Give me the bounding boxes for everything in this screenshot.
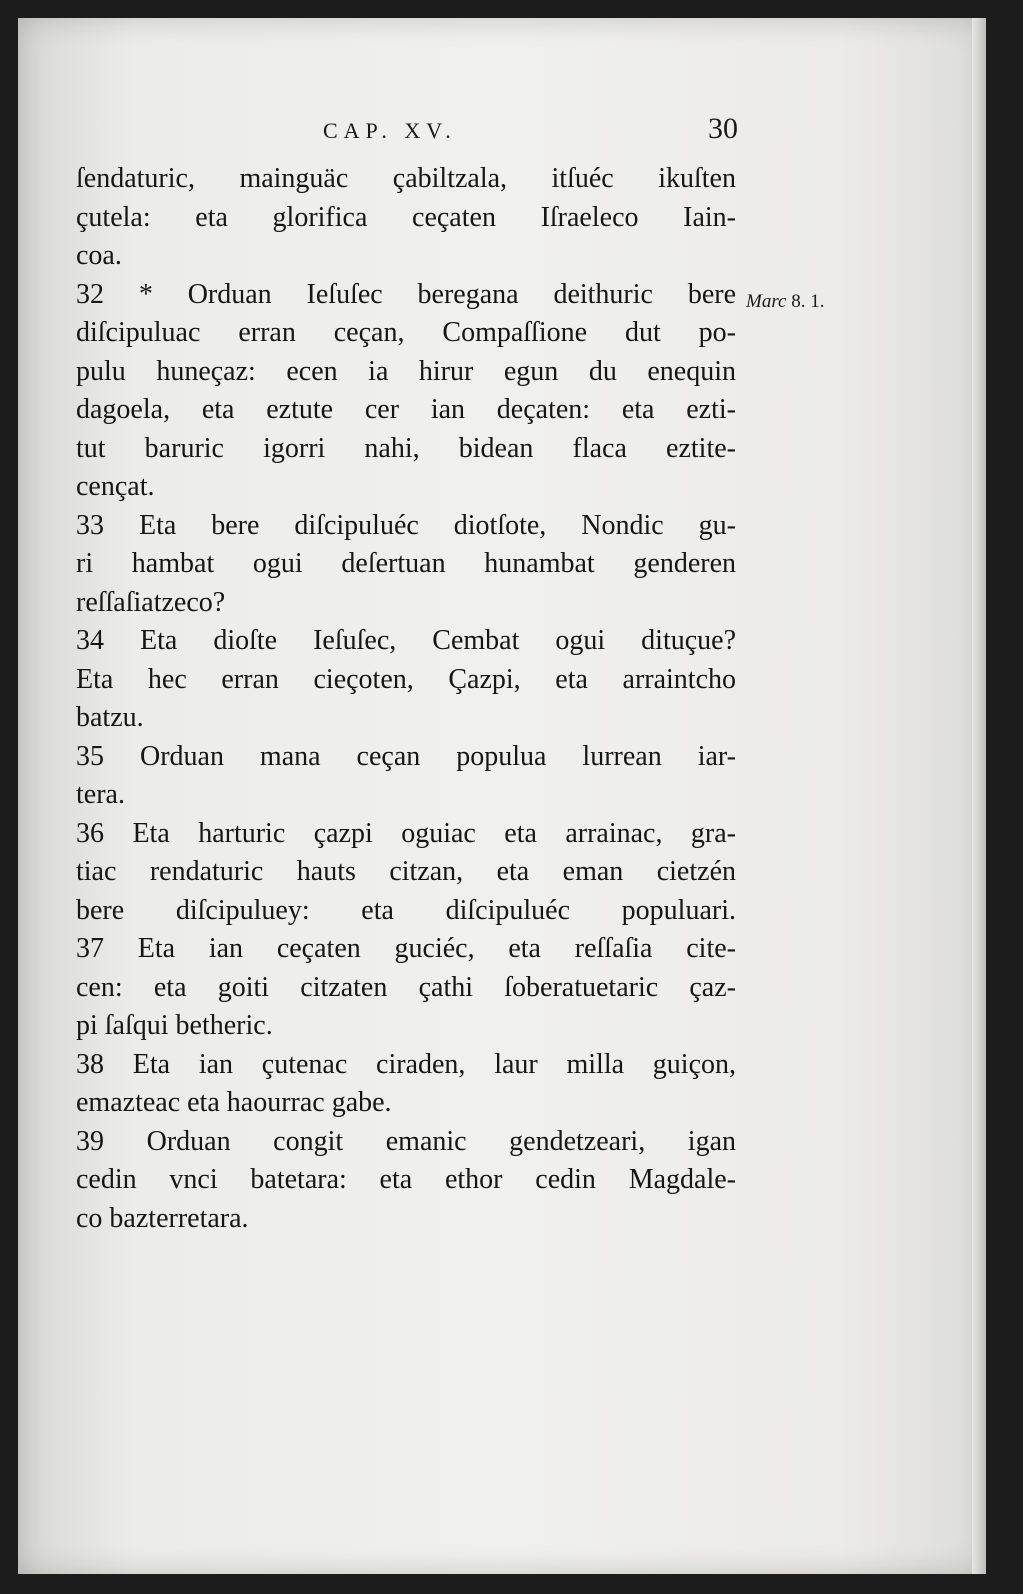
text-line: emazteac eta haourrac gabe. <box>76 1087 392 1118</box>
text-line: bere diſcipuluey: eta diſcipuluéc populuari. <box>76 894 736 926</box>
running-head: CAP. XV. <box>323 118 457 143</box>
text-line: tut baruric igorri nahi, bidean flaca eztite- <box>76 432 736 464</box>
text-line: cedin vnci batetara: eta ethor cedin Magdale- <box>76 1164 736 1195</box>
text-line: 35 Orduan mana ceçan populua lurrean iar- <box>76 740 736 772</box>
text-line: çutela: eta glorifica ceçaten Iſraeleco Iain- <box>76 201 736 233</box>
text-line: ri hambat ogui deſertuan hunambat genderen <box>76 548 736 579</box>
text-line: tiac rendaturic hauts citzan, eta eman cietzén <box>76 856 736 887</box>
page-number: 30 <box>708 112 738 145</box>
text-line: co bazterretara. <box>76 1202 249 1234</box>
text-line: ſendaturic, mainguäc çabiltzala, itſuéc ikuſten <box>76 163 736 194</box>
text-line: cençat. <box>76 471 155 502</box>
text-line: dagoela, eta eztute cer ian deçaten: eta ezti- <box>76 394 736 425</box>
text-line: batzu. <box>76 702 144 733</box>
margin-note-ref: 8. 1. <box>791 291 825 312</box>
text-line: cen: eta goiti citzaten çathi ſoberatuetaric çaz- <box>76 971 736 1003</box>
margin-cross-reference <box>746 291 824 313</box>
text-line: reſſaſiatzeco? <box>76 586 226 618</box>
text-line: diſcipuluac erran ceçan, Compaſſione dut po- <box>76 317 736 348</box>
page-header <box>78 108 738 148</box>
text-line: 34 Eta dioſte Ieſuſec, Cembat ogui dituçue? <box>76 625 736 656</box>
page-edge <box>972 18 986 1574</box>
text-line: Eta hec erran cieçoten, Çazpi, eta arraintcho <box>76 663 736 695</box>
verse-text <box>76 160 736 1238</box>
text-line: tera. <box>76 779 125 810</box>
text-line: pulu huneçaz: ecen ia hirur egun du enequin <box>76 355 736 387</box>
text-line: 39 Orduan congit emanic gendetzeari, igan <box>76 1125 736 1157</box>
text-line: pi ſaſqui betheric. <box>76 1010 273 1041</box>
text-line: 37 Eta ian ceçaten guciéc, eta reſſaſia cite- <box>76 933 736 964</box>
text-line: 32 * Orduan Ieſuſec beregana deithuric bere <box>76 278 736 310</box>
text-line: 38 Eta ian çutenac ciraden, laur milla guiçon, <box>76 1048 736 1080</box>
text-line: coa. <box>76 240 122 271</box>
text-line: 36 Eta harturic çazpi oguiac eta arrainac, gra- <box>76 817 736 849</box>
margin-note-book: Marc <box>746 291 787 312</box>
book-page <box>18 18 986 1574</box>
text-line: 33 Eta bere diſcipuluéc diotſote, Nondic gu- <box>76 509 736 541</box>
